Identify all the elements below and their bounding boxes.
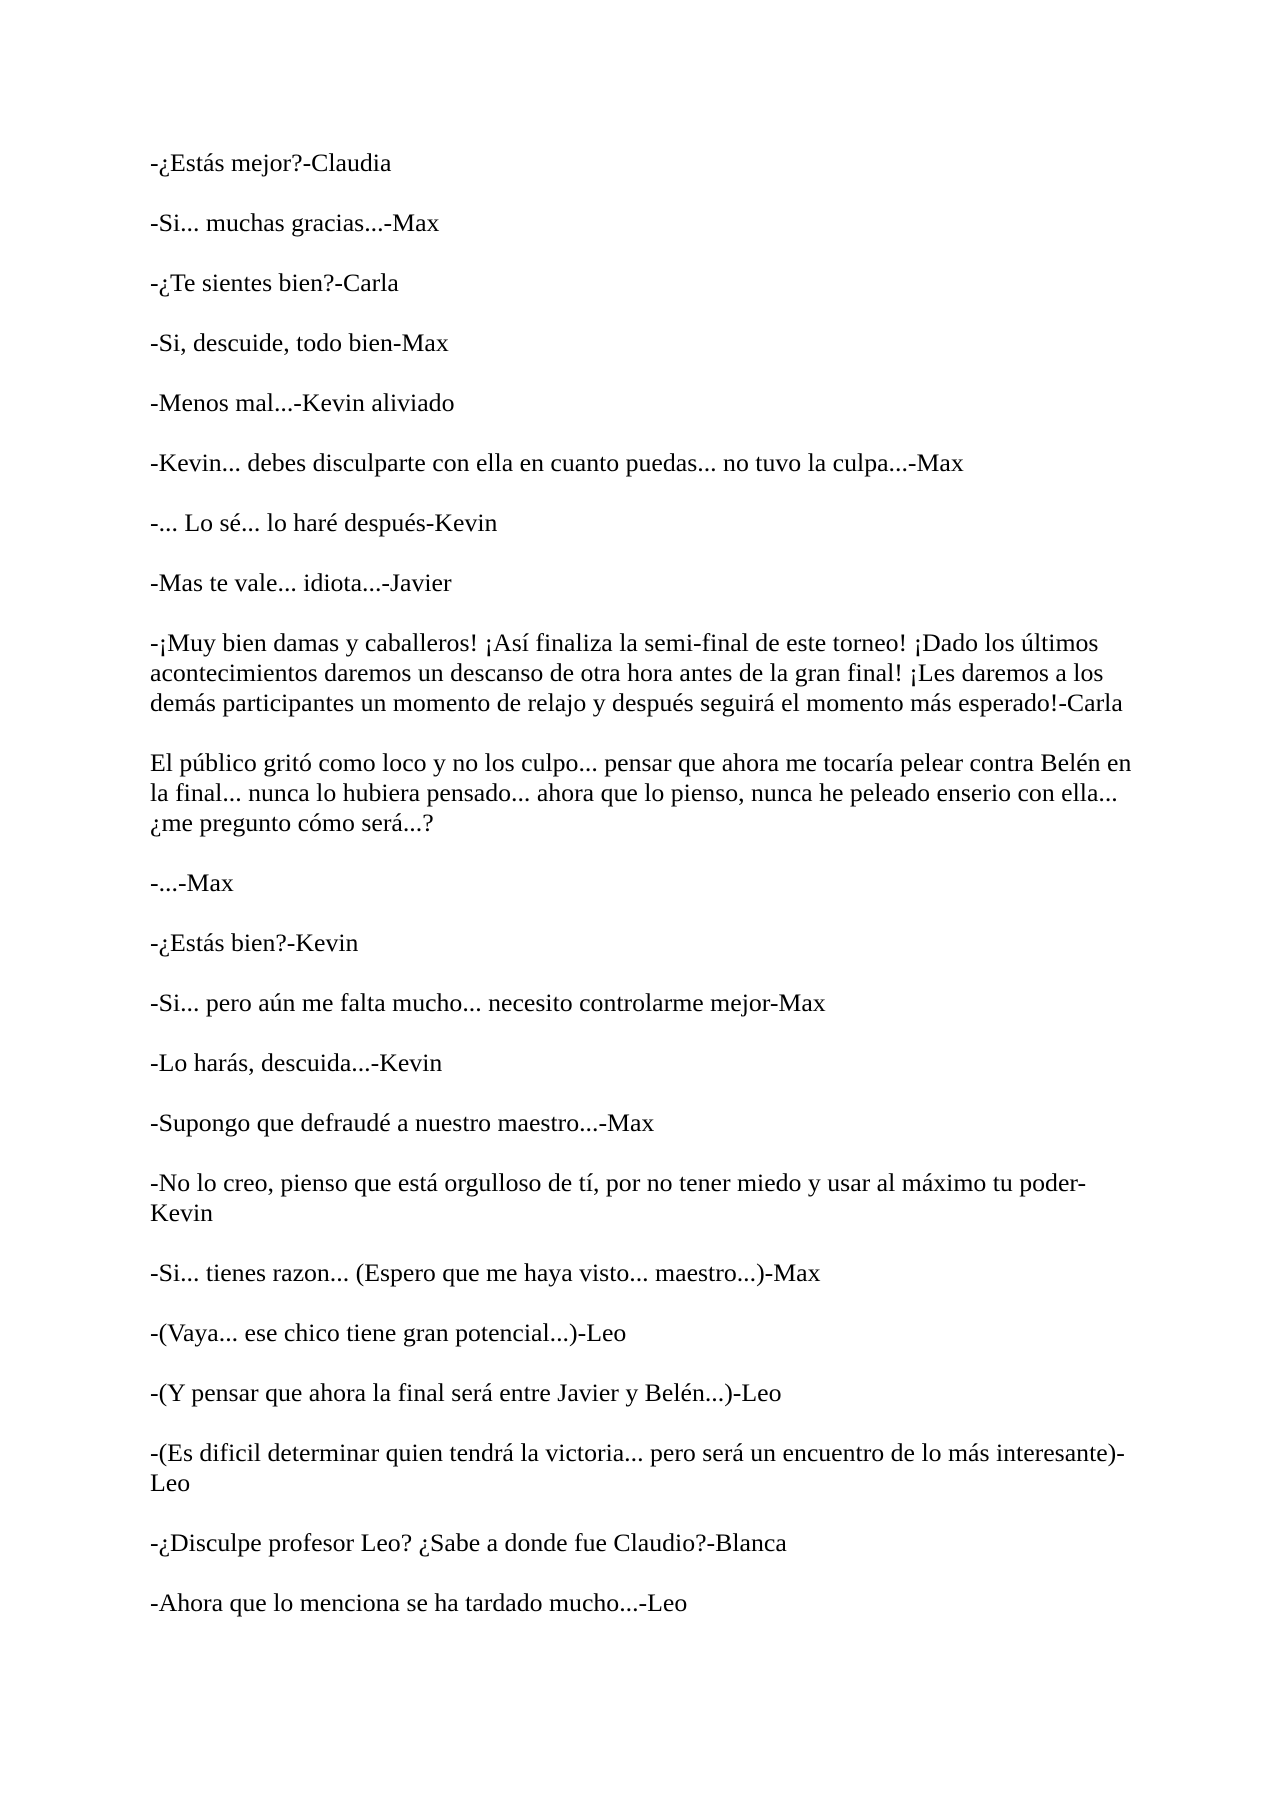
dialogue-line: -Supongo que defraudé a nuestro maestro...-Max xyxy=(150,1108,655,1137)
dialogue-line: -(Es dificil determinar quien tendrá la victoria... pero será un encuentro de lo más interesante)-Leo xyxy=(150,1438,1125,1497)
dialogue-line: -Si... tienes razon... (Espero que me haya visto... maestro...)-Max xyxy=(150,1258,821,1287)
dialogue-line: -¿Te sientes bien?-Carla xyxy=(150,268,399,297)
dialogue-line: -¿Estás mejor?-Claudia xyxy=(150,148,392,177)
narration-paragraph: El público gritó como loco y no los culpo... pensar que ahora me tocaría pelear contra Belén en la final... nunca lo hubiera pensado... ahora que lo pienso, nunca he peleado enserio con ella... ¿me pregunto cómo será...? xyxy=(150,748,1132,837)
dialogue-line: -Menos mal...-Kevin aliviado xyxy=(150,388,455,417)
dialogue-line: -Mas te vale... idiota...-Javier xyxy=(150,568,452,597)
dialogue-line: -Si, descuide, todo bien-Max xyxy=(150,328,449,357)
dialogue-line: -Ahora que lo menciona se ha tardado mucho...-Leo xyxy=(150,1588,688,1617)
dialogue-line: -Si... pero aún me falta mucho... necesito controlarme mejor-Max xyxy=(150,988,826,1017)
dialogue-line: -Kevin... debes disculparte con ella en cuanto puedas... no tuvo la culpa...-Max xyxy=(150,448,964,477)
dialogue-line: -(Y pensar que ahora la final será entre Javier y Belén...)-Leo xyxy=(150,1378,782,1407)
dialogue-line: -... Lo sé... lo haré después-Kevin xyxy=(150,508,498,537)
dialogue-line: -¿Estás bien?-Kevin xyxy=(150,928,359,957)
dialogue-line: -Si... muchas gracias...-Max xyxy=(150,208,440,237)
dialogue-line: -...-Max xyxy=(150,868,234,897)
dialogue-line: -(Vaya... ese chico tiene gran potencial...)-Leo xyxy=(150,1318,627,1347)
dialogue-line: -¡Muy bien damas y caballeros! ¡Así finaliza la semi-final de este torneo! ¡Dado los últimos acontecimientos daremos un descanso de otra hora antes de la gran final! ¡Les daremos a los demás participantes un momento de relajo y después seguirá el momento más esperado!-Carla xyxy=(150,628,1123,717)
dialogue-line: -No lo creo, pienso que está orgulloso de tí, por no tener miedo y usar al máximo tu poder-Kevin xyxy=(150,1168,1087,1227)
dialogue-line: -Lo harás, descuida...-Kevin xyxy=(150,1048,443,1077)
dialogue-line: -¿Disculpe profesor Leo? ¿Sabe a donde fue Claudio?-Blanca xyxy=(150,1528,787,1557)
